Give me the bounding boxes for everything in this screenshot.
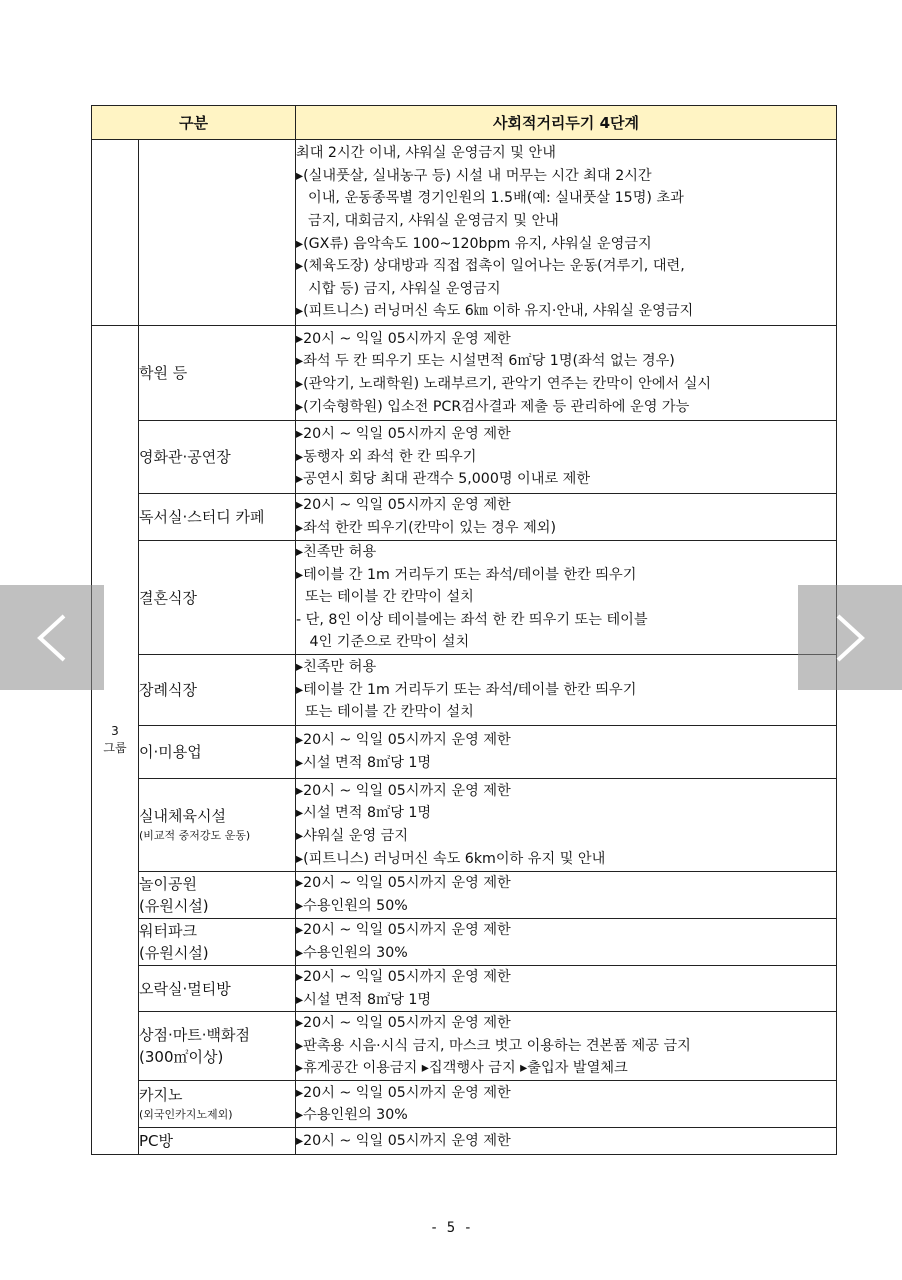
desc-line: ▸판촉용 시음·시식 금지, 마스크 벗고 이용하는 견본품 제공 금지 — [296, 1037, 691, 1054]
category-cell — [139, 1012, 296, 1081]
desc-line: ▸샤워실 운영 금지 — [296, 828, 409, 844]
category-sublabel: (외국인카지노제외) — [139, 1108, 233, 1122]
table-row — [92, 655, 837, 726]
description-cell — [296, 421, 837, 494]
table-row — [92, 494, 837, 541]
header-level-4: 사회적거리두기 4단계 — [296, 106, 837, 140]
table-header-row — [92, 106, 837, 140]
table-row — [92, 779, 837, 872]
desc-line: ▸시설 면적 8㎡당 1명 — [296, 755, 432, 771]
category-sublabel: (비교적 중저강도 운동) — [139, 829, 251, 842]
table-row — [92, 1128, 837, 1155]
desc-line: ▸20시 ~ 익일 05시까지 운영 제한 — [296, 732, 511, 749]
desc-line: ▸(GX류) 음악속도 100~120bpm 유지, 샤워실 운영금지 — [296, 235, 652, 252]
desc-line: ▸테이블 간 1m 거리두기 또는 좌석/테이블 한칸 띄우기 — [296, 566, 637, 583]
category-label: 오락실·멀티방 — [139, 979, 231, 998]
desc-line: ▸(실내풋살, 실내농구 등) 시설 내 머무는 시간 최대 2시간 — [296, 167, 652, 184]
category-label: 실내체육시설 — [139, 807, 226, 825]
desc-line: ▸친족만 허용 — [296, 659, 377, 676]
desc-line: ▸휴게공간 이용금지 ▸집객행사 금지 ▸출입자 발열체크 — [296, 1060, 628, 1077]
description-cell — [296, 1128, 837, 1155]
desc-line: ▸공연시 회당 최대 관객수 5,000명 이내로 제한 — [296, 471, 591, 488]
category-label: 학원 등 — [139, 364, 188, 382]
category-cell — [139, 919, 296, 966]
description-cell — [296, 919, 837, 966]
desc-line: ▸20시 ~ 익일 05시까지 운영 제한 — [296, 875, 511, 892]
category-cell — [139, 872, 296, 919]
table-row — [92, 421, 837, 494]
prev-page-button[interactable] — [0, 585, 104, 690]
description-cell — [296, 1081, 837, 1128]
desc-line: - 단, 8인 이상 테이블에는 좌석 한 칸 띄우기 또는 테이블 — [296, 611, 648, 628]
category-sublabel: (300㎡이상) — [139, 1048, 224, 1067]
table-row — [92, 1012, 837, 1081]
prev-block-description — [296, 140, 837, 326]
desc-line: ▸(피트니스) 러닝머신 속도 6㎞ 이하 유지·안내, 샤워실 운영금지 — [296, 303, 694, 320]
description-cell — [296, 494, 837, 541]
desc-line: 최대 2시간 이내, 샤워실 운영금지 및 안내 — [296, 145, 556, 162]
desc-line: ▸좌석 한칸 띄우기(칸막이 있는 경우 제외) — [296, 520, 557, 536]
category-label: 결혼식장 — [139, 588, 197, 607]
desc-line: ▸수용인원의 30% — [296, 1107, 408, 1124]
desc-line: ▸20시 ~ 익일 05시까지 운영 제한 — [296, 969, 511, 985]
desc-line: ▸시설 면적 8㎡당 1명 — [296, 991, 432, 1008]
desc-line: ▸동행자 외 좌석 한 칸 띄우기 — [296, 448, 477, 465]
category-cell — [139, 655, 296, 726]
next-page-button[interactable] — [798, 585, 902, 690]
desc-line: ▸20시 ~ 익일 05시까지 운영 제한 — [296, 330, 511, 347]
desc-line: 시합 등) 금지, 샤워실 운영금지 — [308, 280, 501, 297]
desc-line: ▸수용인원의 50% — [296, 898, 408, 914]
category-label: 독서실·스터디 카페 — [139, 508, 265, 526]
desc-line: ▸좌석 두 칸 띄우기 또는 시설면적 6㎡당 1명(좌석 없는 경우) — [296, 353, 675, 370]
desc-line: ▸20시 ~ 익일 05시까지 운영 제한 — [296, 497, 511, 514]
table-row — [92, 1081, 837, 1128]
category-cell — [139, 494, 296, 541]
description-cell — [296, 1012, 837, 1081]
group-label: 3 그룹 — [92, 326, 139, 1155]
description-cell — [296, 541, 837, 655]
header-category: 구분 — [92, 106, 296, 140]
desc-line: ▸친족만 허용 — [296, 544, 377, 561]
category-sublabel: (유원시설) — [139, 897, 209, 915]
desc-line: 또는 테이블 간 칸막이 설치 — [296, 589, 474, 606]
desc-line: ▸시설 면적 8㎡당 1명 — [296, 805, 432, 822]
category-cell — [139, 1081, 296, 1128]
category-label: 영화관·공연장 — [139, 448, 231, 466]
category-cell — [139, 326, 296, 421]
category-cell — [139, 421, 296, 494]
chevron-left-icon — [30, 613, 74, 663]
category-cell — [139, 779, 296, 872]
desc-line: ▸(체육도장) 상대방과 직접 접촉이 일어나는 운동(겨루기, 대련, — [296, 258, 685, 275]
category-cell-empty — [139, 140, 296, 326]
table-row — [92, 541, 837, 655]
category-label: 상점·마트·백화점 — [139, 1026, 250, 1045]
table-row — [92, 919, 837, 966]
chevron-right-icon — [828, 613, 872, 663]
table-row — [92, 326, 837, 421]
table-row — [92, 726, 837, 779]
description-cell — [296, 726, 837, 779]
desc-line: ▸20시 ~ 익일 05시까지 운영 제한 — [296, 1015, 511, 1032]
category-label: 장례식장 — [139, 681, 197, 699]
desc-line: ▸수용인원의 30% — [296, 945, 408, 961]
category-label: 워터파크 — [139, 922, 197, 940]
category-sublabel: (유원시설) — [139, 944, 209, 962]
category-cell — [139, 726, 296, 779]
description-cell — [296, 655, 837, 726]
desc-line: ▸20시 ~ 익일 05시까지 운영 제한 — [296, 922, 511, 939]
category-label: 이·미용업 — [139, 743, 202, 761]
category-cell — [139, 1128, 296, 1155]
description-cell — [296, 872, 837, 919]
table-row — [92, 966, 837, 1012]
desc-line: 금지, 대회금지, 샤워실 운영금지 및 안내 — [308, 212, 559, 229]
category-label: PC방 — [139, 1132, 174, 1151]
description-cell — [296, 966, 837, 1012]
category-label: 카지노 — [139, 1086, 183, 1105]
desc-line: ▸20시 ~ 익일 05시까지 운영 제한 — [296, 1084, 511, 1101]
category-cell — [139, 966, 296, 1012]
desc-line: ▸20시 ~ 익일 05시까지 운영 제한 — [296, 782, 511, 799]
description-cell — [296, 326, 837, 421]
desc-line: ▸테이블 간 1m 거리두기 또는 좌석/테이블 한칸 띄우기 — [296, 681, 637, 698]
desc-line: 4인 기준으로 칸막이 설치 — [296, 634, 470, 651]
category-cell — [139, 541, 296, 655]
group-cell-empty — [92, 140, 139, 326]
desc-line: ▸(기숙형학원) 입소전 PCR검사결과 제출 등 관리하에 운영 가능 — [296, 398, 690, 415]
table-row — [92, 140, 837, 326]
page-number: - 5 - — [429, 1220, 473, 1236]
desc-line: ▸(관악기, 노래학원) 노래부르기, 관악기 연주는 칸막이 안에서 실시 — [296, 376, 712, 392]
description-cell — [296, 779, 837, 872]
desc-line: ▸20시 ~ 익일 05시까지 운영 제한 — [296, 1132, 511, 1149]
table-row — [92, 872, 837, 919]
desc-line: ▸(피트니스) 러닝머신 속도 6km이하 유지 및 안내 — [296, 850, 606, 867]
desc-line: 이내, 운동종목별 경기인원의 1.5배(예: 실내풋살 15명) 초과 — [308, 190, 684, 207]
desc-line: 또는 테이블 간 칸막이 설치 — [296, 704, 474, 721]
desc-line: ▸20시 ~ 익일 05시까지 운영 제한 — [296, 426, 511, 443]
category-label: 놀이공원 — [139, 875, 197, 893]
regulation-table — [91, 105, 837, 1155]
